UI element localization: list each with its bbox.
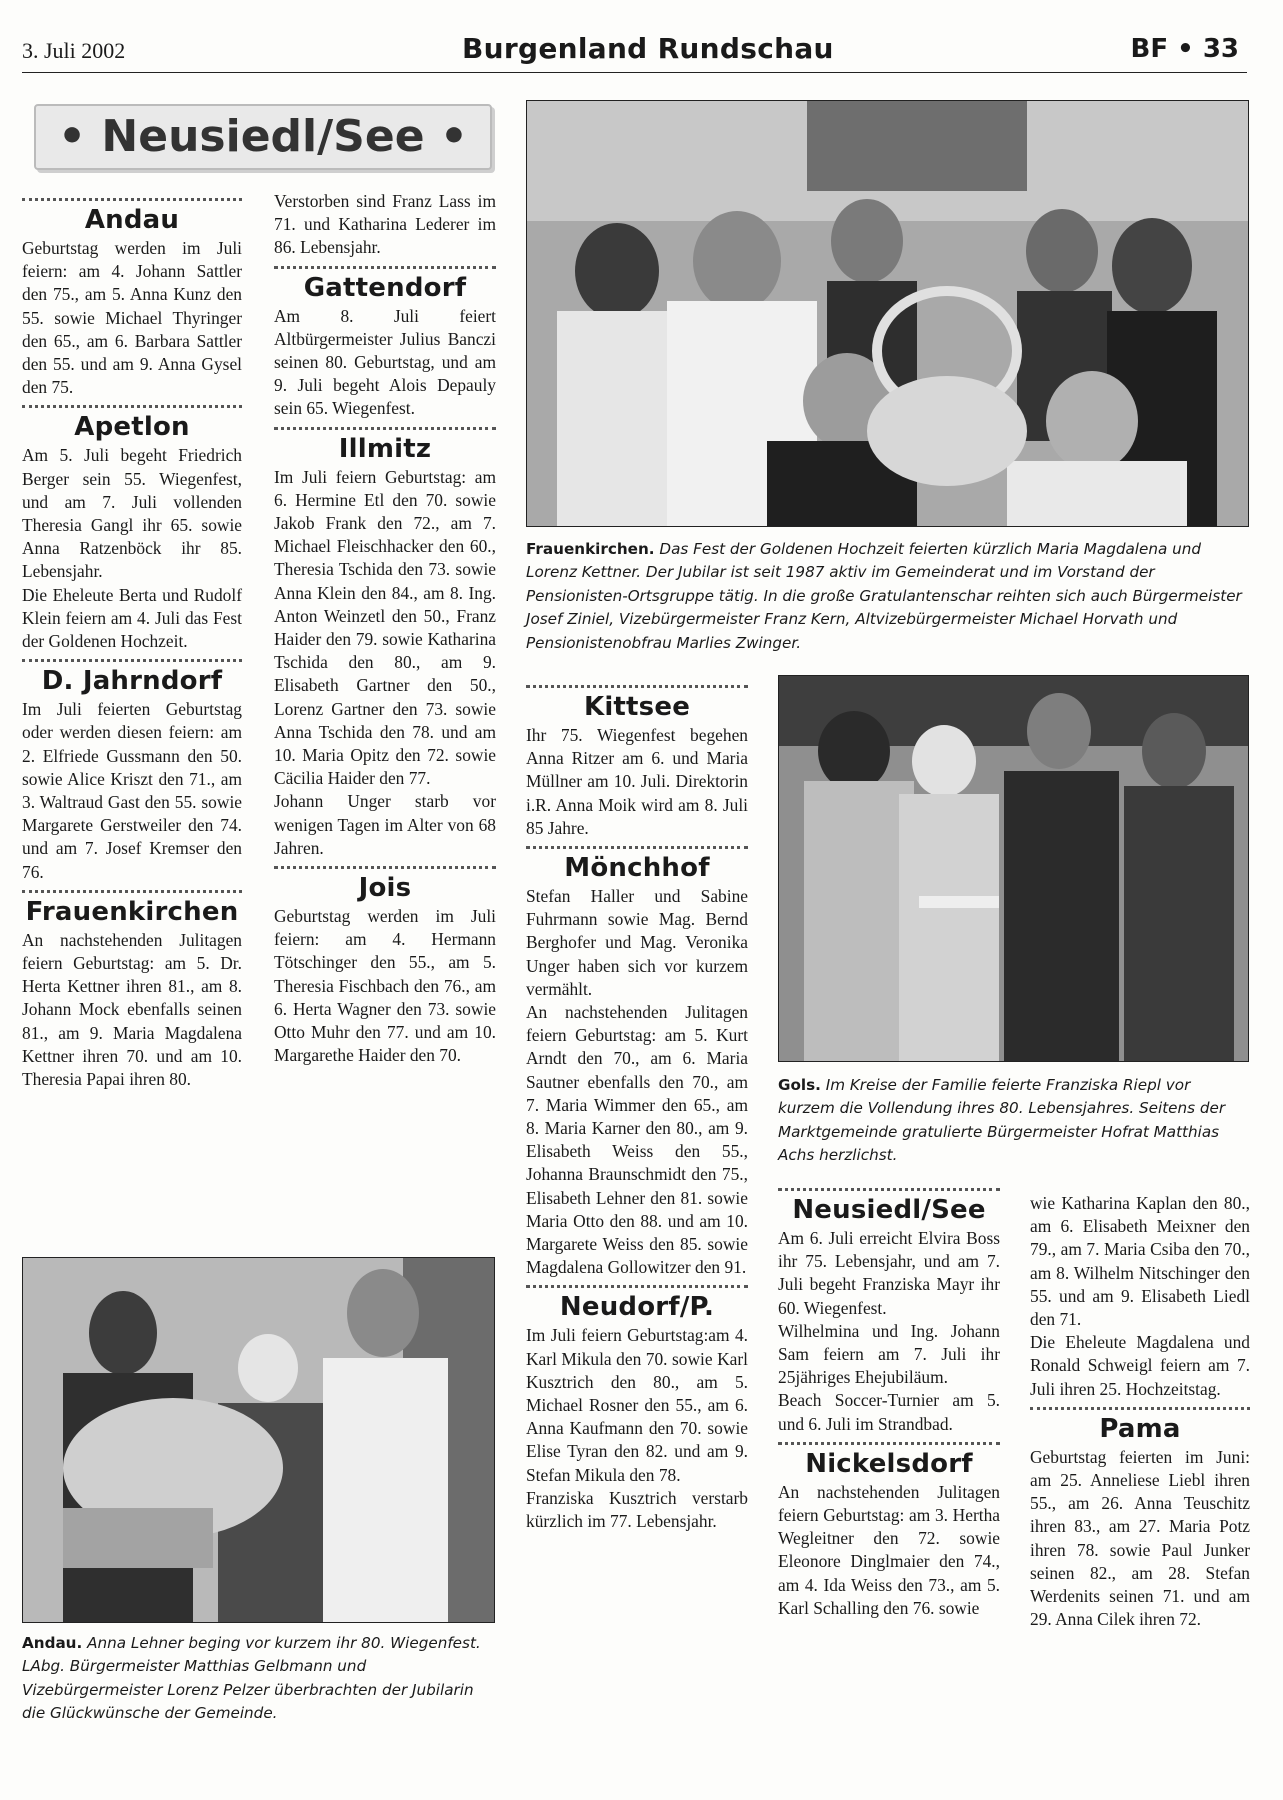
article-paragraph: Geburtstag feierten im Juni: am 25. Anneliese Liebl ihren 55., am 26. Anna Teuschitz ihren 83., am 27. Maria Potz ihren 78. sowie Paul Junker seinen 82., am 28. Stefan Werdenits seinen 71. und am 29. Anna Cilek ihren 72. — [1030, 1446, 1250, 1630]
article-section — [526, 846, 748, 1279]
photo-andau — [22, 1257, 495, 1623]
dotted-divider — [526, 846, 748, 849]
photo-frauenkirchen — [526, 100, 1249, 527]
article-paragraph: Im Juli feiern Geburtstag: am 6. Hermine Etl den 70. sowie Jakob Frank den 72., am 7. Michael Fleischhacker den 60., Theresia Tschida den 73. sowie Anna Klein den 84., am 8. Ing. Anton Weinzetl den 50., Franz Haider den 79. sowie Katharina Tschida den 80., am 9. Elisabeth Gartner den 50., Lorenz Gartner den 73. sowie Anna Tschida den 78. und am 10. Maria Opitz den 72. sowie Cäcilia Haider den 77. — [274, 466, 496, 789]
photo-andau-image — [23, 1258, 494, 1622]
article-section — [22, 890, 242, 1091]
article-heading: Nickelsdorf — [805, 1448, 973, 1479]
article-paragraph: Im Juli feierten Geburtstag oder werden diesen feiern: am 2. Elfriede Gussmann den 50. sowie Alice Kriszt den 71., am 3. Waltraud Gast den 55. sowie Margarete Gerstweiler den 74. und am 7. Josef Kremser den 76. — [22, 699, 242, 882]
article-paragraph: Geburtstag werden im Juli feiern: am 4. Hermann Tötschinger den 55., am 5. Theresia Fischbach den 76., am 6. Herta Wagner den 73. sowie Otto Muhr den 77. und am 10. Margarethe Haider den 70. — [274, 906, 496, 1066]
article-heading: Pama — [1099, 1413, 1181, 1444]
dotted-divider — [274, 266, 496, 269]
dotted-divider — [22, 890, 242, 893]
article-section — [526, 1285, 748, 1533]
article-paragraph: Wilhelmina und Ing. Johann Sam feiern am 7. Juli ihr 25jähriges Ehejubiläum. — [778, 1320, 1000, 1388]
article-paragraph: Die Eheleute Magdalena und Ronald Schweigl feiern am 7. Juli ihren 25. Hochzeitstag. — [1030, 1332, 1250, 1399]
article-heading: Gattendorf — [303, 272, 467, 303]
dotted-divider — [274, 427, 496, 430]
caption-frauenkirchen — [526, 538, 1249, 655]
dotted-divider — [274, 866, 496, 869]
dotted-divider — [526, 685, 748, 688]
caption-frauenkirchen-place: Frauenkirchen. — [526, 540, 655, 558]
article-heading: Kittsee — [583, 692, 691, 722]
issue-date: 3. Juli 2002 — [22, 38, 126, 63]
article-heading: Andau — [84, 205, 180, 235]
article-paragraph: Am 5. Juli begeht Friedrich Berger sein 55. Wiegenfest, und am 7. Juli vollenden Theresia Gangl ihr 65. sowie Anna Ratzenböck ihr 85. Lebensjahr. — [22, 445, 242, 582]
column-2 — [274, 190, 496, 1068]
article-section — [22, 405, 242, 653]
article-paragraph: An nachstehenden Julitagen feiern Geburtstag: am 5. Kurt Arndt den 70., am 6. Maria Sautner ebenfalls den 70., am 7. Maria Wimmer den 65., am 8. Maria Karner den 80., am 9. Elisabeth Weiss den 55., Johanna Braunschmidt den 75., Elisabeth Lehner den 81. sowie Maria Otto den 88. und am 10. Margarete Weiss den 85. sowie Magdalena Gollowitzer den 91. — [526, 1002, 748, 1278]
article-heading: Illmitz — [338, 433, 432, 464]
caption-andau-text: Anna Lehner beging vor kurzem ihr 80. Wiegenfest. LAbg. Bürgermeister Matthias Gelbmann und Vizebürgermeister Lorenz Pelzer überbrachten der Jubilarin die Glückwünsche der Gemeinde. — [22, 1634, 481, 1723]
article-paragraph: Geburtstag werden im Juli feiern: am 4. Johann Sattler den 75., am 5. Anna Kunz den 55. sowie Michael Thyringer den 65., am 6. Barbara Sattler den 55. und am 9. Anna Gysel den 75. — [22, 238, 242, 398]
article-paragraph: An nachstehenden Julitagen feiern Geburtstag: am 5. Dr. Herta Kettner ihren 81., am 8. Johann Mock ebenfalls seinen 81., am 9. Maria Magdalena Kettner ihren 70. und am 10. Theresia Papai ihren 80. — [22, 929, 242, 1090]
dotted-divider — [1030, 1407, 1250, 1410]
dotted-divider — [22, 405, 242, 408]
page-number: BF • 33 — [1130, 34, 1239, 64]
photo-gols — [778, 675, 1249, 1062]
article-section — [526, 685, 748, 840]
dotted-divider — [778, 1442, 1000, 1445]
article-section — [274, 866, 496, 1067]
column-5 — [1030, 1192, 1250, 1631]
article-paragraph: Die Eheleute Berta und Rudolf Klein feiern am 4. Juli das Fest der Goldenen Hochzeit. — [22, 584, 242, 652]
dotted-divider — [22, 659, 242, 662]
column-3 — [526, 685, 748, 1533]
article-paragraph: Am 8. Juli feiert Altbürgermeister Julius Banczi seinen 80. Geburtstag, und am 9. Juli begeht Alois Depauly sein 65. Wiegenfest. — [274, 305, 496, 419]
article-heading: Mönchhof — [564, 853, 710, 884]
article-paragraph: Franziska Kusztrich verstarb kürzlich im 77. Lebensjahr. — [526, 1487, 748, 1532]
article-section — [274, 427, 496, 860]
article-paragraph: An nachstehenden Julitagen feiern Geburtstag: am 3. Hertha Wegleitner den 72. sowie Eleonore Dinglmaier den 74., am 4. Ida Weiss den 73., am 5. Karl Schalling den 76. sowie — [778, 1481, 1000, 1618]
article-heading: Apetlon — [74, 412, 190, 443]
article-section — [274, 190, 496, 260]
caption-andau — [22, 1632, 495, 1726]
article-heading: Frauenkirchen — [25, 896, 239, 927]
article-section — [778, 1442, 1000, 1620]
column-1 — [22, 198, 242, 1091]
article-section — [22, 198, 242, 399]
caption-gols-place: Gols. — [778, 1076, 821, 1094]
region-banner-title: • Neusiedl/See • — [57, 111, 468, 162]
article-paragraph: wie Katharina Kaplan den 80., am 6. Elisabeth Meixner den 79., am 7. Maria Csiba den 70., am 8. Wilhelm Nitschinger den 55. und am 9. Elisabeth Liedl den 71. — [1030, 1193, 1250, 1330]
article-section — [778, 1188, 1000, 1436]
article-paragraph: Stefan Haller und Sabine Fuhrmann sowie Mag. Bernd Berghofer und Mag. Veronika Unger haben sich vor kurzem vermählt. — [526, 886, 748, 999]
column-4 — [778, 1188, 1000, 1620]
dotted-divider — [22, 198, 242, 201]
article-section — [274, 266, 496, 421]
article-paragraph: Johann Unger starb vor wenigen Tagen im Alter von 68 Jahren. — [274, 791, 496, 858]
article-paragraph: Ihr 75. Wiegenfest begehen Anna Ritzer am 6. und Maria Müllner am 10. Juli. Direktorin i.R. Anna Moik wird am 8. Juli 85 Jahre. — [526, 725, 748, 838]
caption-frauenkirchen-text: Das Fest der Goldenen Hochzeit feierten kürzlich Maria Magdalena und Lorenz Kettner. Der Jubilar ist seit 1987 aktiv im Gemeinderat und im Vorstand der Pensionisten-Ortsgruppe tätig. In die große Gratulantenschar reihten sich auch Bürgermeister Josef Ziniel, Vizebürgermeister Franz Kern, Altvizebürgermeister Michael Horvath und Pensionistenobfrau Marlies Zwinger. — [526, 540, 1242, 652]
photo-frauenkirchen-image — [527, 101, 1248, 526]
article-paragraph: Im Juli feiern Geburtstag:am 4. Karl Mikula den 70. sowie Karl Kusztrich den 80., am 5. Michael Rosner den 55., am 6. Anna Kaufmann den 70. sowie Elise Tyran den 82. und am 9. Stefan Mikula den 78. — [526, 1325, 748, 1485]
caption-gols-text: Im Kreise der Familie feierte Franziska Riepl vor kurzem die Vollendung ihres 80. Lebensjahres. Seitens der Marktgemeinde gratulierte Bürgermeister Hofrat Matthias Achs herzlichst. — [778, 1076, 1226, 1165]
article-paragraph: Verstorben sind Franz Lass im 71. und Katharina Lederer im 86. Lebensjahr. — [274, 191, 496, 258]
article-section — [1030, 1192, 1250, 1401]
article-section — [1030, 1407, 1250, 1632]
newspaper-title: Burgenland Rundschau — [462, 32, 834, 65]
article-section — [22, 659, 242, 884]
photo-gols-image — [779, 676, 1248, 1061]
caption-gols — [778, 1074, 1249, 1168]
article-heading: Jois — [358, 873, 412, 904]
page-header — [22, 28, 1247, 73]
article-heading: D. Jahrndorf — [41, 666, 223, 697]
article-paragraph: Am 6. Juli erreicht Elvira Boss ihr 75. Lebensjahr, und am 7. Juli begeht Franziska Mayr ihr 60. Wiegenfest. — [778, 1228, 1000, 1318]
article-paragraph: Beach Soccer-Turnier am 5. und 6. Juli im Strandbad. — [778, 1390, 1000, 1434]
article-heading: Neudorf/P. — [559, 1292, 715, 1323]
region-banner — [34, 104, 492, 170]
caption-andau-place: Andau. — [22, 1634, 83, 1652]
dotted-divider — [526, 1285, 748, 1288]
article-heading: Neusiedl/See — [792, 1195, 986, 1225]
dotted-divider — [778, 1188, 1000, 1191]
